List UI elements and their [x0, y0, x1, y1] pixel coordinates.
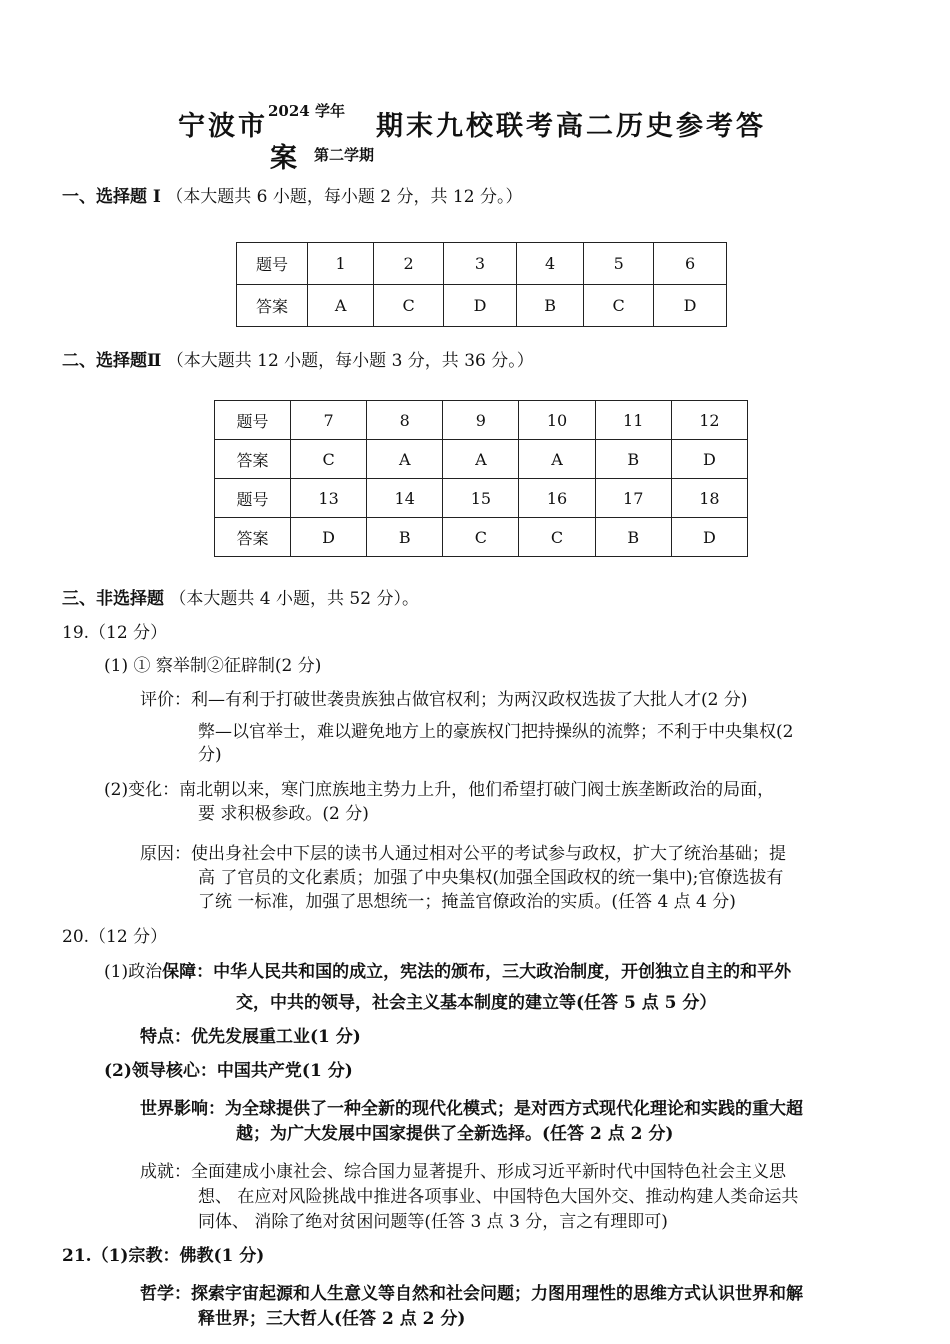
- answer-cell: D: [671, 518, 747, 557]
- question-number: 6: [654, 243, 727, 285]
- question-number: 5: [584, 243, 654, 285]
- answer-cell: B: [595, 440, 671, 479]
- answer-cell: A: [308, 285, 374, 327]
- row-label-answer: 答案: [215, 440, 291, 479]
- section1-header: [62, 182, 522, 207]
- question-number: 8: [367, 401, 443, 440]
- answer-cell: C: [584, 285, 654, 327]
- answer-table-1: [236, 242, 727, 327]
- section3-note: （本大题共 4 小题，共 52 分）。: [169, 589, 419, 609]
- row-label-answer: 答案: [237, 285, 308, 327]
- q20-ach-line3: 同体、 消除了绝对贫困问题等(任答 3 点 3 分，言之有理即可): [198, 1212, 668, 1232]
- section1-heading: 一、选择题 I: [62, 187, 161, 207]
- section2-note: （本大题共 12 小题，每小题 3 分，共 36 分。）: [166, 351, 534, 371]
- answer-cell: A: [443, 440, 519, 479]
- title-main: 期末九校联考高二历史参考答: [376, 111, 766, 142]
- q20-world-line1: 世界影响：为全球提供了一种全新的现代化模式；是对西方式现代化理论和实践的重大超: [140, 1099, 803, 1119]
- answer-cell: D: [444, 285, 517, 327]
- q20-part1-prefix: (1)政治: [104, 962, 163, 982]
- title-city: 宁波市: [178, 111, 268, 142]
- q19-reason-line2: 高 了官员的文化素质；加强了中央集权(加强全国政权的统一集中);官僚选拔有: [198, 868, 784, 888]
- question-number: 17: [595, 479, 671, 518]
- question-number: 18: [671, 479, 747, 518]
- question-number: 2: [374, 243, 444, 285]
- section2-header: [62, 346, 534, 371]
- q20-part2: (2)领导核心：中国共产党(1 分): [104, 1061, 353, 1081]
- question-number: 12: [671, 401, 747, 440]
- answer-cell: A: [519, 440, 595, 479]
- title-term: 第二学期: [314, 146, 375, 164]
- answer-cell: C: [519, 518, 595, 557]
- section3-heading: 三、非选择题: [62, 589, 164, 609]
- q20-ach-line1: 成就：全面建成小康社会、综合国力显著提升、形成习近平新时代中国特色社会主义思: [140, 1162, 786, 1182]
- question-number: 9: [443, 401, 519, 440]
- q20-feature: 特点：优先发展重工业(1 分): [140, 1027, 361, 1047]
- answer-cell: B: [516, 285, 583, 327]
- q19-part1: (1) ① 察举制②征辟制(2 分): [104, 656, 322, 676]
- question-number: 1: [308, 243, 374, 285]
- answer-cell: C: [374, 285, 444, 327]
- answer-cell: D: [291, 518, 367, 557]
- q20-heading: 20.（12 分）: [62, 927, 168, 947]
- answer-cell: D: [654, 285, 727, 327]
- q19-reason-line3: 了统 一标准，加强了思想统一；掩盖官僚政治的实质。(任答 4 点 4 分): [198, 892, 736, 912]
- q19-part2-line2: 要 求积极参政。(2 分): [198, 804, 369, 824]
- question-number: 14: [367, 479, 443, 518]
- answer-cell: A: [367, 440, 443, 479]
- title-last-char: 案: [270, 143, 300, 174]
- answer-cell: C: [291, 440, 367, 479]
- row-label-number: 题号: [237, 243, 308, 285]
- question-number: 15: [443, 479, 519, 518]
- q20-part1-line2: 交，中共的领导，社会主义基本制度的建立等(任答 5 点 5 分）: [236, 993, 717, 1013]
- question-number: 3: [444, 243, 517, 285]
- section3-header: [62, 584, 419, 609]
- question-number: 13: [291, 479, 367, 518]
- q19-eval-line1: 评价：利—有利于打破世袭贵族独占做官权利；为两汉政权选拔了大批人才(2 分): [140, 690, 748, 710]
- answer-cell: D: [671, 440, 747, 479]
- q20-ach-line2: 想、 在应对风险挑战中推进各项事业、中国特色大国外交、推动构建人类命运共: [198, 1187, 799, 1207]
- row-label-number: 题号: [215, 401, 291, 440]
- q19-part2-line1: (2)变化：南北朝以来，寒门庶族地主势力上升，他们希望打破门阀士族垄断政治的局面，: [104, 780, 775, 800]
- q19-eval-line2: 弊—以官举士，难以避免地方上的豪族权门把持操纵的流弊；不利于中央集权(2: [198, 722, 794, 742]
- q20-part1-line1: [104, 957, 791, 982]
- question-number: 7: [291, 401, 367, 440]
- row-label-answer: 答案: [215, 518, 291, 557]
- question-number: 11: [595, 401, 671, 440]
- q21-phil-line1: 哲学：探索宇宙起源和人生意义等自然和社会问题；力图用理性的思维方式认识世界和解: [140, 1284, 803, 1304]
- title-year: 2024 学年: [268, 102, 345, 120]
- question-number: 4: [516, 243, 583, 285]
- q19-eval-line3: 分): [198, 745, 222, 765]
- answer-cell: C: [443, 518, 519, 557]
- q21-heading: 21.（1)宗教：佛教(1 分): [62, 1246, 265, 1266]
- q19-reason-line1: 原因：使出身社会中下层的读书人通过相对公平的考试参与政权，扩大了统治基础；提: [140, 844, 786, 864]
- q20-world-line2: 越；为广大发展中国家提供了全新选择。(任答 2 点 2 分): [236, 1124, 674, 1144]
- q19-heading: 19.（12 分）: [62, 623, 168, 643]
- section2-heading: 二、选择题Ⅱ: [62, 351, 162, 371]
- answer-cell: B: [595, 518, 671, 557]
- answer-table-2: [214, 400, 748, 557]
- q21-phil-line2: 释世界；三大哲人(任答 2 点 2 分): [198, 1309, 466, 1329]
- question-number: 16: [519, 479, 595, 518]
- row-label-number: 题号: [215, 479, 291, 518]
- q20-part1-bold: 保障：中华人民共和国的成立，宪法的颁布，三大政治制度，开创独立自主的和平外: [162, 962, 792, 982]
- answer-cell: B: [367, 518, 443, 557]
- section1-note: （本大题共 6 小题，每小题 2 分，共 12 分。）: [166, 187, 523, 207]
- question-number: 10: [519, 401, 595, 440]
